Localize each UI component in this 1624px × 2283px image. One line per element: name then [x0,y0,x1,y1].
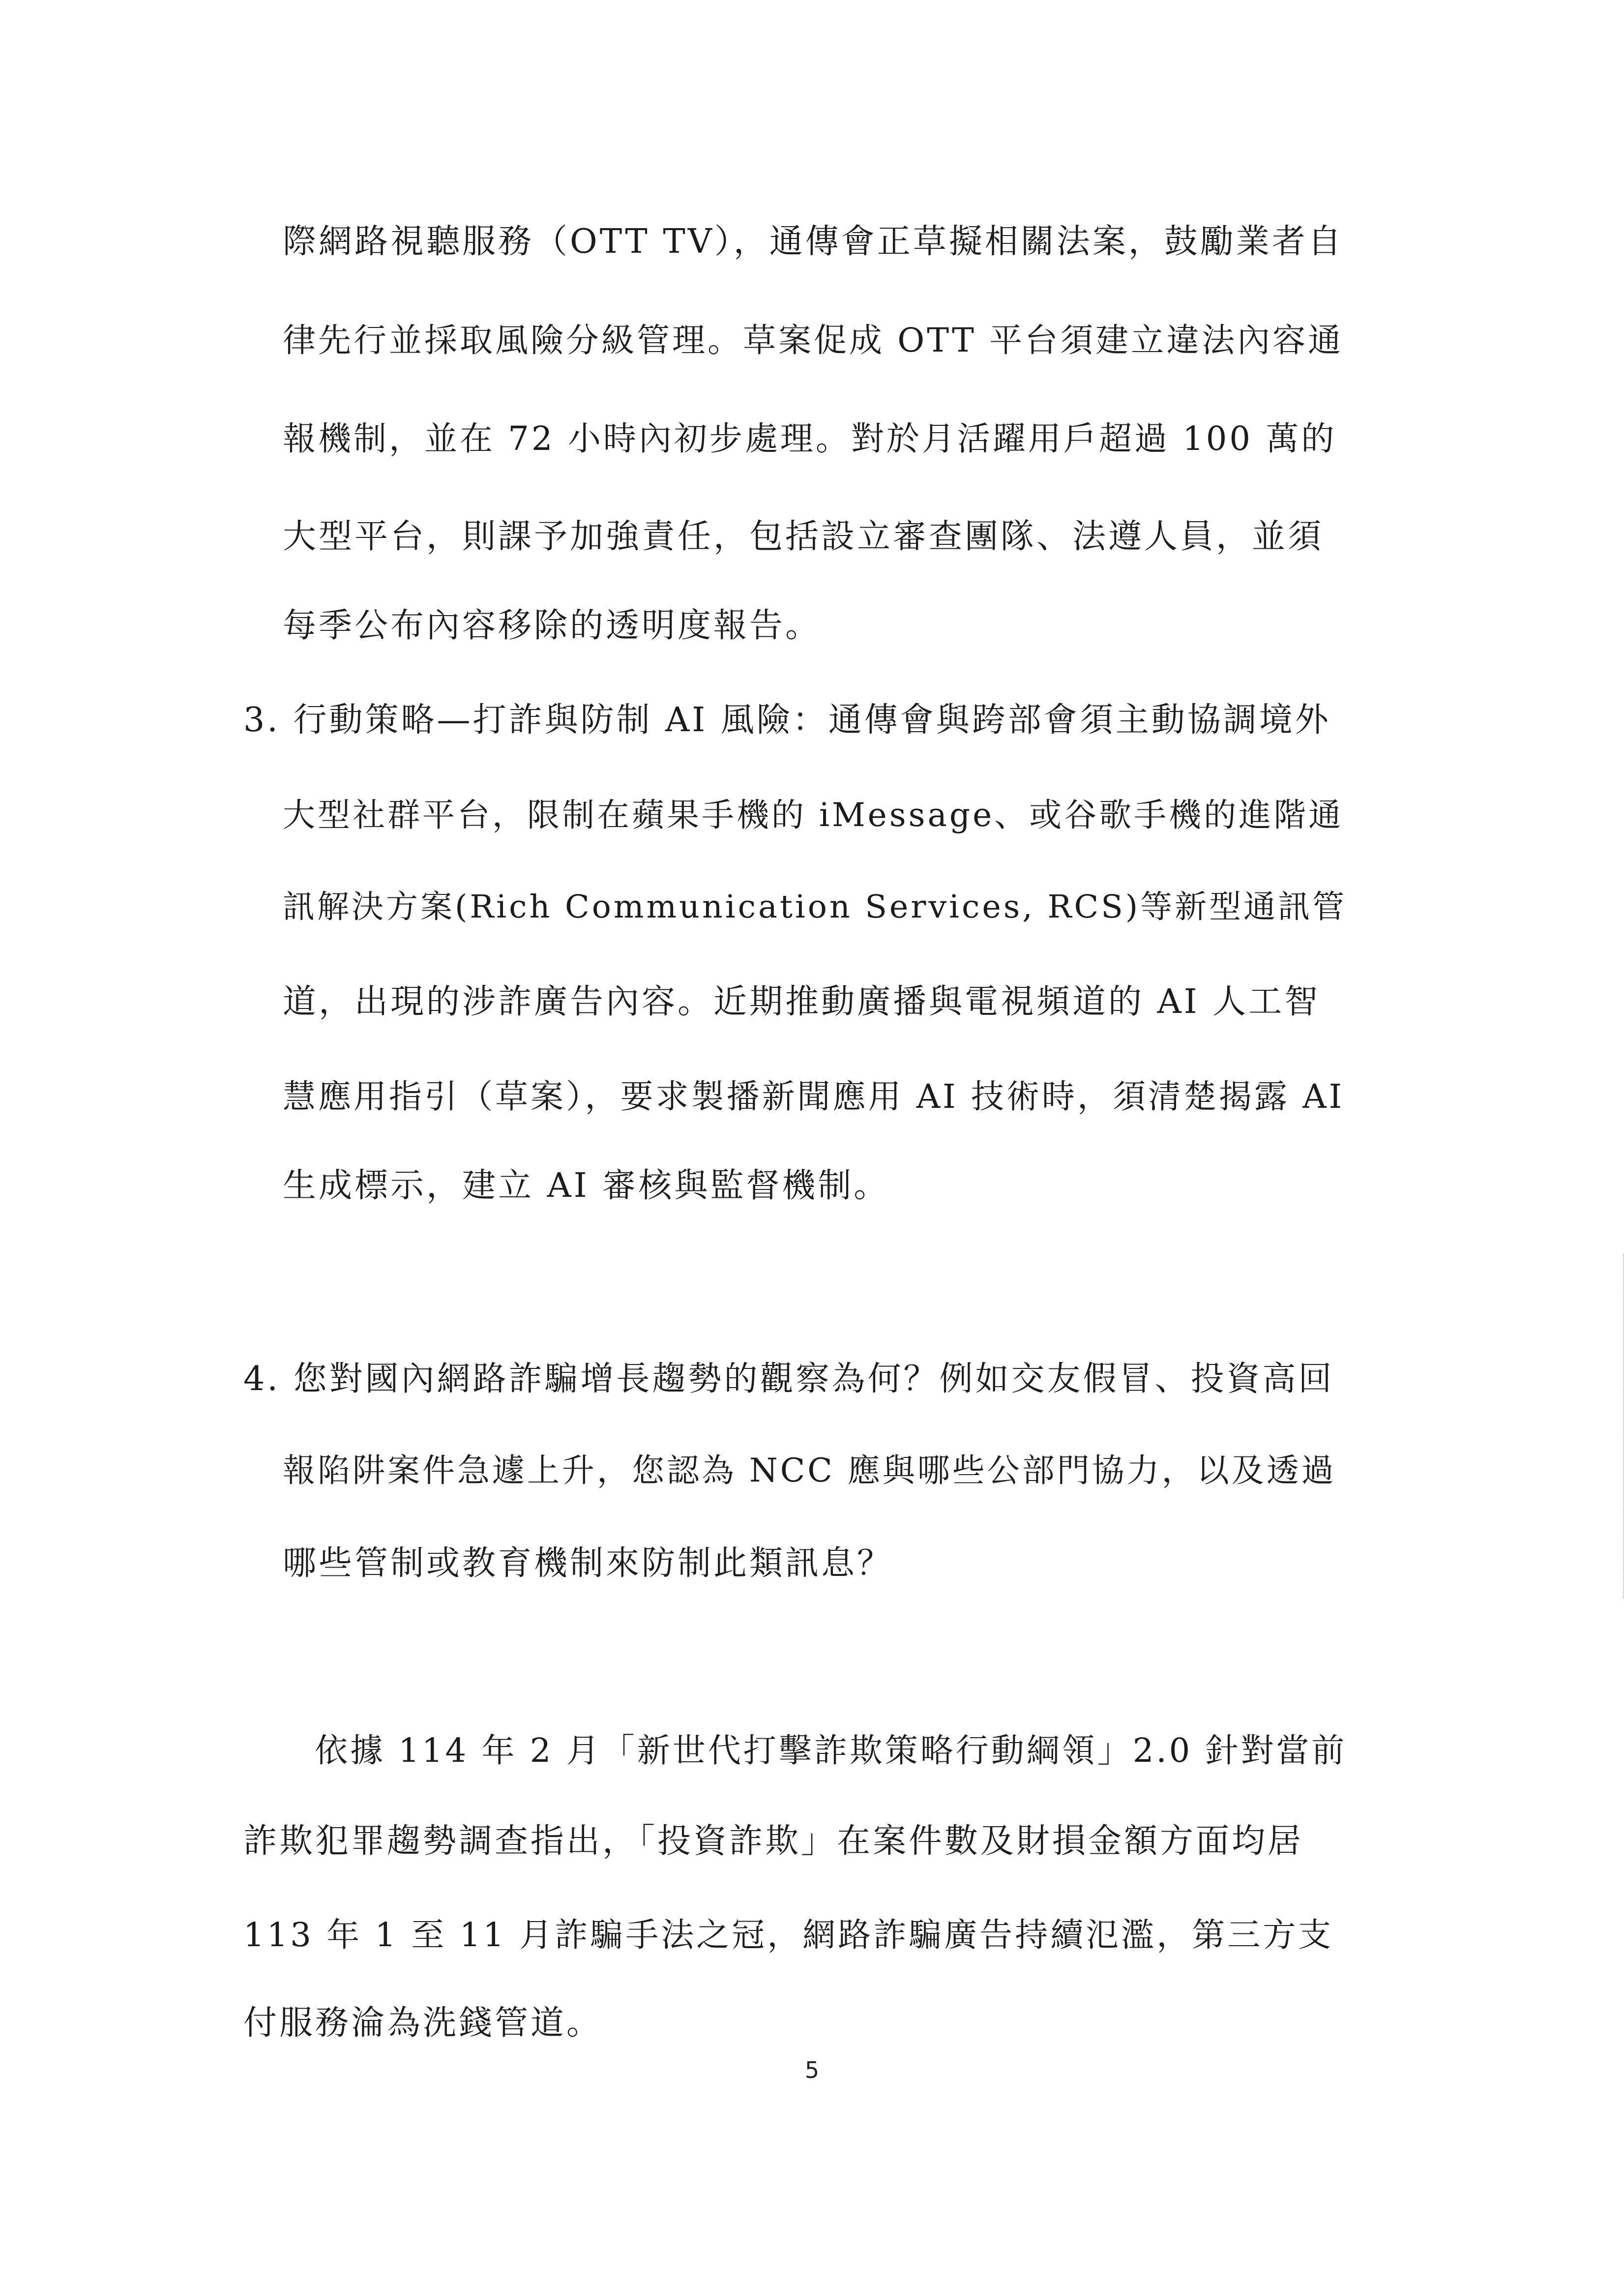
strategy-line-3: 訊解決方案(Rich Communication Services, RCS)等新型通訊管 [283,889,1347,925]
question-line-3: 哪些管制或教育機制來防制此類訊息？ [283,1544,893,1583]
ott-line-1: 際網路視聽服務（OTT TV），通傳會正草擬相關法案，鼓勵業者自 [283,222,1344,261]
strategy-line-4: 道，出現的涉詐廣告內容。近期推動廣播與電視頻道的 AI 人工智 [283,982,1321,1021]
ott-line-2: 律先行並採取風險分級管理。草案促成 OTT 平台須建立違法內容通 [283,321,1344,359]
strategy-line-1: 3. 行動策略—打詐與防制 AI 風險：通傳會與跨部會須主動協調境外 [243,701,1331,740]
strategy-line-6: 生成標示，建立 AI 審核與監督機制。 [283,1166,890,1205]
ott-line-4: 大型平台，則課予加強責任，包括設立審查團隊、法遵人員，並須 [283,517,1324,556]
answer-line-4: 付服務淪為洗錢管道。 [243,2004,603,2043]
question-line-2: 報陷阱案件急遽上升，您認為 NCC 應與哪些公部門協力，以及透過 [283,1452,1336,1489]
strategy-line-2: 大型社群平台，限制在蘋果手機的 iMessage、或谷歌手機的進階通 [283,796,1344,834]
answer-line-3: 113 年 1 至 11 月詐騙手法之冠，網路詐騙廣告持續氾濫，第三方支 [243,1916,1334,1954]
answer-line-2: 詐欺犯罪趨勢調查指出，「投資詐欺」在案件數及財損金額方面均居 [243,1822,1304,1861]
ott-line-5: 每季公布內容移除的透明度報告。 [283,606,822,645]
ott-line-3: 報機制，並在 72 小時內初步處理。對於月活躍用戶超過 100 萬的 [283,419,1337,458]
answer-line-1: 依據 114 年 2 月「新世代打擊詐欺策略行動綱領」2.0 針對當前 [315,1731,1347,1770]
page-number: 5 [804,2057,820,2083]
scan-edge-marks [1615,1254,1624,1598]
question-line-1: 4. 您對國內網路詐騙增長趨勢的觀察為何？例如交友假冒、投資高回 [243,1360,1334,1398]
strategy-line-5: 慧應用指引（草案），要求製播新聞應用 AI 技術時，須清楚揭露 AI [283,1077,1345,1116]
